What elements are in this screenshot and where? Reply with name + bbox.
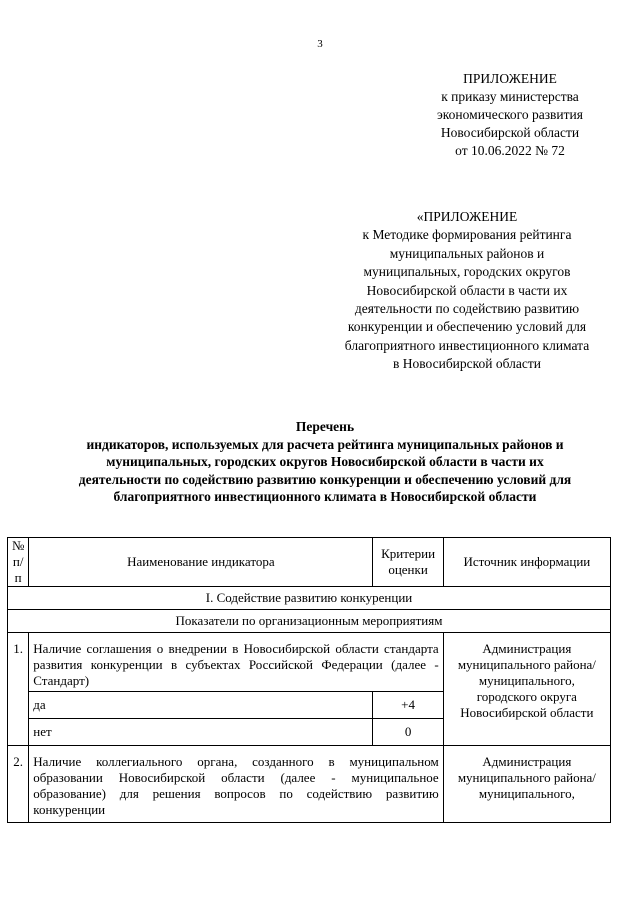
list-title-main: Перечень bbox=[295, 419, 355, 434]
option-label: да bbox=[29, 692, 373, 719]
appendix-order-line: Новосибирской области bbox=[440, 125, 580, 140]
indicators-table bbox=[7, 537, 611, 823]
list-title-subtitle: индикаторов, используемых для расчета рейтинга муниципальных районов и муниципальных, городских округов Новосибирской области в части их деятельности по содействию развитию конкуренции и обеспечению условий для благоприятного инвестиционного климата в Новосибирской области bbox=[78, 436, 572, 504]
option-label: нет bbox=[29, 719, 373, 746]
subsection-title: Показатели по организационным мероприятиям bbox=[8, 610, 611, 633]
row-number: 2. bbox=[8, 746, 29, 823]
appendix-order-line: ПРИЛОЖЕНИЕ bbox=[463, 71, 557, 86]
row-number: 1. bbox=[8, 633, 29, 746]
appendix-method-line: «ПРИЛОЖЕНИЕ bbox=[416, 209, 518, 224]
indicator-source: Администрация муниципального района/муниципального, bbox=[443, 746, 610, 823]
appendix-method-line: благоприятного инвестиционного климата bbox=[344, 337, 590, 353]
table-row bbox=[8, 633, 611, 692]
page-number: 3 bbox=[317, 38, 323, 50]
table-subsection-row bbox=[8, 610, 611, 633]
appendix-method-line: Новосибирской области в части их bbox=[366, 282, 568, 298]
appendix-order-line: к приказу министерства bbox=[441, 89, 579, 104]
appendix-order-line: экономического развития bbox=[437, 107, 583, 122]
appendix-method-line: к Методике формирования рейтинга bbox=[362, 227, 572, 243]
appendix-method-block bbox=[327, 208, 607, 374]
appendix-method-line: муниципальных районов и bbox=[389, 245, 545, 261]
option-value: 0 bbox=[373, 719, 443, 746]
appendix-order-block bbox=[410, 70, 610, 160]
header-source: Источник информации bbox=[443, 538, 610, 587]
appendix-method-line: конкуренции и обеспечению условий для bbox=[347, 319, 587, 335]
appendix-method-line: деятельности по содействию развитию bbox=[354, 301, 580, 317]
table-section-row bbox=[8, 587, 611, 610]
appendix-method-line: в Новосибирской области bbox=[392, 356, 542, 372]
appendix-order-line: от 10.06.2022 № 72 bbox=[455, 143, 565, 158]
table-row bbox=[8, 746, 611, 823]
table-header-row bbox=[8, 538, 611, 587]
header-num: № п/п bbox=[8, 538, 29, 587]
indicator-name: Наличие соглашения о внедрении в Новосибирской области стандарта развития конкуренции в субъектах Российской Федерации (далее - Стандарт) bbox=[29, 633, 443, 692]
indicator-name: Наличие коллегиального органа, созданного в муниципальном образовании Новосибирской области (далее - муниципальное образование) для решения вопросов по содействию развитию конкуренции bbox=[29, 746, 443, 823]
header-name: Наименование индикатора bbox=[29, 538, 373, 587]
option-value: +4 bbox=[373, 692, 443, 719]
appendix-method-line: муниципальных, городских округов bbox=[363, 264, 571, 280]
list-title bbox=[30, 418, 620, 506]
indicator-source: Администрация муниципального района/муниципального, городского округа Новосибирской области bbox=[443, 633, 610, 746]
section-title: I. Содействие развитию конкуренции bbox=[8, 587, 611, 610]
header-criteria: Критерии оценки bbox=[373, 538, 443, 587]
